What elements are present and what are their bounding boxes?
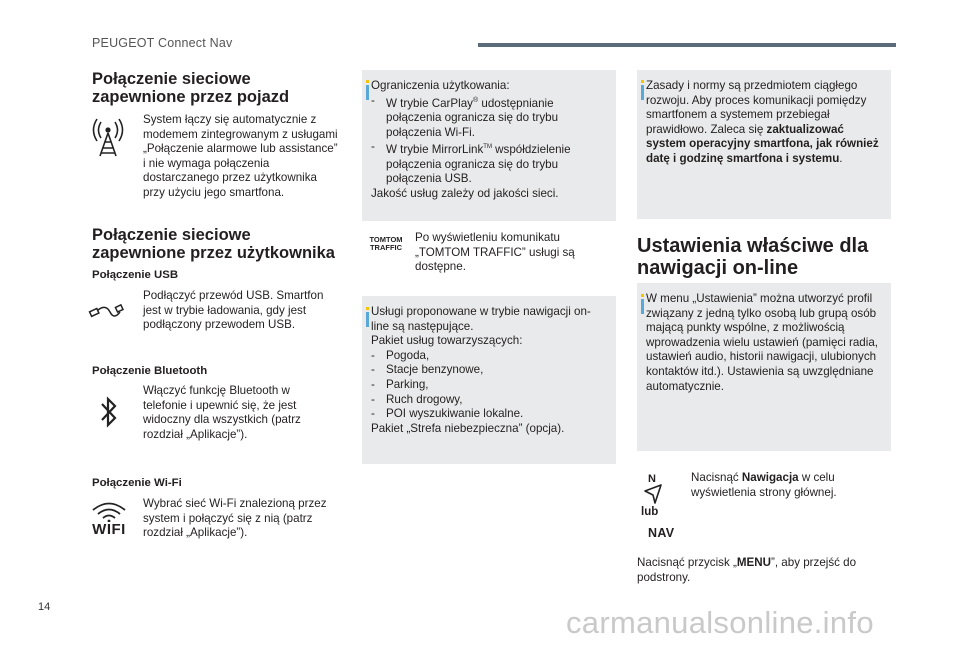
vehicle-connection-text: System łączy się automatycznie z modemem zintegrowanym z usługami „Połączenie alarmowe lub assistance” i nie wymaga połączenia dostarczanego przez użytkownika przy użyciu jego smartfona. <box>143 113 338 199</box>
heading-online-nav-settings: Ustawienia właściwe dla nawigacji on-line <box>637 235 869 279</box>
heading-user-connection: Połączenie sieciowe zapewnione przez użytkownika <box>92 226 335 262</box>
page-number: 14 <box>38 601 51 613</box>
info-box-profiles <box>637 283 891 451</box>
usb-text: Podłączyć przewód USB. Smartfon jest w trybie ładowania, gdy jest podłączony przewodem USB. <box>143 289 324 332</box>
antenna-icon <box>88 116 128 158</box>
wifi-text: Wybrać sieć Wi-Fi znalezioną przez system i połączyć się z nią (patrz rozdział „Aplikacje”). <box>143 497 327 540</box>
service-item: Parking, <box>386 377 429 391</box>
services-intro: Usługi proponowane w trybie nawigacji on-line są następujące. <box>371 305 591 333</box>
heading-vehicle-connection: Połączenie sieciowe zapewnione przez pojazd <box>92 70 290 106</box>
services-pack1: Pakiet usług towarzyszących: <box>371 334 523 348</box>
info-box-usage-limits: Ograniczenia użytkowania: - W trybie CarPlay® udostępnianie połączenia ogranicza się do trybu połączenia Wi-Fi. - W trybie MirrorLink™ współdzielenie połączenia ogranicza się do trybu połączenia USB. Jakość usług zależy od jakości sieci. <box>362 70 616 221</box>
service-item: Ruch drogowy, <box>386 392 463 406</box>
menu-instruction: Nacisnąć przycisk „MENU”, aby przejść do podstrony. <box>637 556 857 584</box>
info-box-online-services: Usługi proponowane w trybie nawigacji on-line są następujące. Pakiet usług towarzyszących: - Pogoda, - Stacje benzynowe, - Parking, - Ruch drogowy, - POI wyszukiwanie lokalne. Pakiet „Strefa niebezpieczna” (opcja). <box>362 296 616 464</box>
navigation-instruction: Nacisnąć Nawigacja w celu wyświetlenia strony głównej. <box>691 471 837 499</box>
or-label: lub <box>641 506 659 518</box>
update-advice-text: Zasady i normy są przedmiotem ciągłego rozwoju. Aby proces komunikacji pomiędzy smartfonem a systemem przebiegał prawidłowo. Zaleca się zaktualizować system operacyjny smartfona, jak również datę i godzinę smartfona i systemu. <box>646 79 879 165</box>
nav-button-icon: NAV <box>648 526 675 540</box>
header-rule <box>478 43 896 47</box>
services-pack2: Pakiet „Strefa niebezpieczna” (opcja). <box>371 421 565 435</box>
limit-carplay: W trybie CarPlay® udostępnianie połączenia ogranicza się do trybu połączenia Wi-Fi. <box>386 96 559 139</box>
profiles-text: W menu „Ustawienia” można utworzyć profil związany z jedną tylko osobą lub grupą osób mającą punkty wspólne, z możliwością wprowadzenia wielu ustawień (pamięci radia, ustawień audio, historii nawigacji, ulubionych kontaktów itd.). Ustawienia są uwzględniane automatycznie. <box>646 292 878 393</box>
running-header: PEUGEOT Connect Nav <box>92 36 233 50</box>
service-item: Pogoda, <box>386 348 430 362</box>
wifi-title: Połączenie Wi-Fi <box>92 477 182 489</box>
usage-limits-outro: Jakość usług zależy od jakości sieci. <box>371 186 559 200</box>
service-item: POI wyszukiwanie lokalne. <box>386 407 524 421</box>
service-item: Stacje benzynowe, <box>386 363 484 377</box>
wifi-icon-label: WIFI <box>92 521 126 538</box>
tomtom-text: Po wyświetleniu komunikatu „TOMTOM TRAFFIC” usługi są dostępne. <box>415 231 575 274</box>
bluetooth-title: Połączenie Bluetooth <box>92 365 208 377</box>
bluetooth-text: Włączyć funkcję Bluetooth w telefonie i upewnić się, że jest widoczny dla wszystkich (patrz rozdział „Aplikacje”). <box>143 384 301 441</box>
limit-mirrorlink: W trybie MirrorLink™ współdzielenie połączenia ogranicza się do trybu połączenia USB. <box>386 143 571 186</box>
watermark: carmanualsonline.info <box>566 605 874 640</box>
usage-limits-intro: Ograniczenia użytkowania: <box>371 79 510 92</box>
usb-cable-icon <box>86 298 126 324</box>
info-box-update-advice <box>637 70 891 219</box>
usb-title: Połączenie USB <box>92 269 179 281</box>
bluetooth-icon <box>98 394 120 430</box>
tomtom-traffic-icon: TOMTOM TRAFFIC <box>369 235 403 252</box>
wifi-icon <box>87 500 131 537</box>
